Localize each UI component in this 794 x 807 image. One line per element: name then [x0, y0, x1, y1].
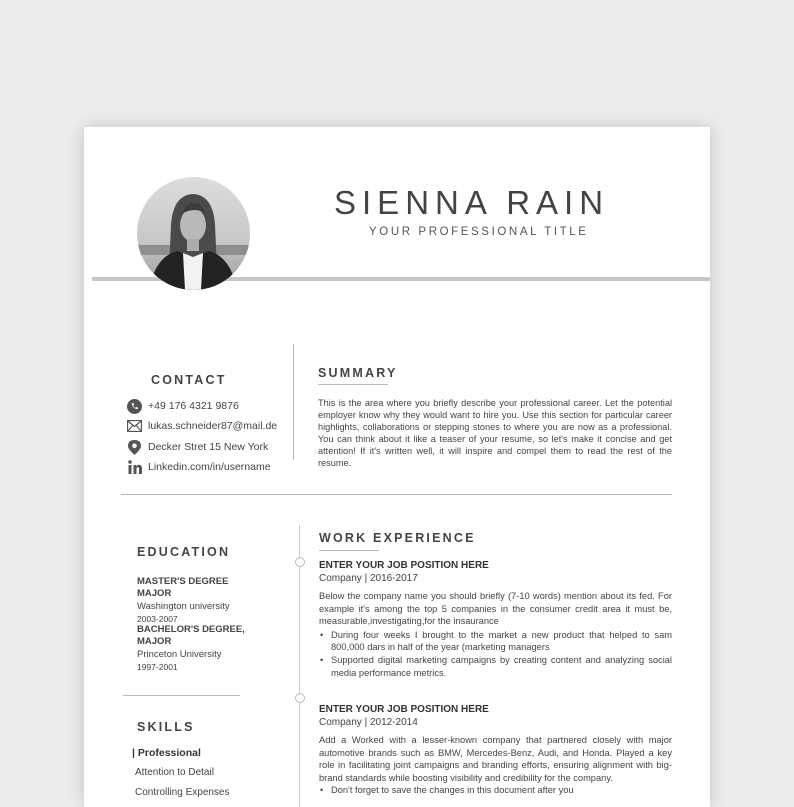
phone-icon	[127, 399, 142, 414]
top-column-divider	[293, 344, 294, 460]
job-position: ENTER YOUR JOB POSITION HERE	[319, 560, 489, 571]
timeline-dot	[295, 693, 305, 703]
job-bullet: • During four weeks I brought to the market a new product that helped to sam 800,000 dars in half of the year (marketing managers	[319, 629, 672, 654]
skills-heading: SKILLS	[137, 720, 195, 734]
job-description: Below the company name you should briefly (7-10 words) mention about its fed. For example it's among the top 5 companies in the consumer credit area it must be, measurable,investigating,for the insaurance	[319, 591, 672, 627]
education-entry	[137, 576, 255, 625]
education-heading: EDUCATION	[137, 545, 231, 559]
contact-email	[127, 418, 277, 434]
contact-address-text: Decker Stret 15 New York	[148, 441, 269, 453]
timeline-dot	[295, 557, 305, 567]
job-bullet: • Supported digital marketing campaigns by creating content and analyzing social media performance metrics.	[319, 654, 672, 679]
linkedin-icon	[127, 460, 142, 475]
school-name: Princeton University	[137, 649, 222, 660]
contact-address	[127, 439, 268, 455]
resume-page	[84, 127, 710, 807]
summary-text: This is the area where you briefly describe your professional career. Let the potential employer know why they would want to hire you. Use this section for particular career highlights, collaborations or stepping stones to where you are now as a professional. You can think about it like a teaser of your resume, so let's make it concise and get attention! If it's written well, it will inspire and compel them to read the rest of the resume.	[318, 398, 672, 469]
candidate-name: SIENNA RAIN	[334, 184, 610, 221]
job-bullet: • Don't forget to save the changes in this document after you	[319, 784, 672, 797]
contact-phone	[127, 398, 239, 414]
location-icon	[127, 440, 142, 455]
contact-heading: CONTACT	[151, 373, 227, 387]
job-position: ENTER YOUR JOB POSITION HERE	[319, 704, 489, 715]
work-experience-heading: WORK EXPERIENCE	[319, 531, 476, 545]
professional-title: YOUR PROFESSIONAL TITLE	[369, 226, 589, 238]
section-divider	[121, 494, 672, 495]
job-entry	[319, 704, 672, 797]
job-entry	[319, 560, 672, 679]
school-name: Washington university	[137, 601, 230, 612]
skills-group-label: | Professional	[132, 747, 201, 759]
skill-item: Controlling Expenses	[135, 787, 230, 798]
degree-title: BACHELOR'S DEGREE, MAJOR	[137, 624, 245, 647]
contact-phone-text: +49 176 4321 9876	[148, 400, 239, 412]
email-icon	[127, 419, 142, 434]
contact-email-text[interactable]: lukas.schneider87@mail.de	[148, 420, 278, 432]
degree-title: MASTER'S DEGREE MAJOR	[137, 576, 229, 599]
job-description: Add a Worked with a lesser-known company that partnered closely with major automotive brands such as BMW, Mercedes-Benz, Audi, and Honda. Played a key role in facilitating joint campaigns and branding efforts, ensuring alignment with big-brand standards while boosting visibility and credibility for the company.	[319, 735, 672, 783]
timeline-line	[299, 525, 300, 807]
contact-linkedin-text[interactable]: Linkedin.com/in/username	[148, 461, 271, 473]
job-company: Company | 2012-2014	[319, 717, 418, 728]
contact-linkedin	[127, 459, 271, 475]
portrait-image	[137, 177, 250, 290]
summary-underline	[318, 384, 388, 385]
work-experience-underline	[319, 550, 379, 551]
education-years: 2003-2007	[137, 614, 178, 624]
summary-heading: SUMMARY	[318, 366, 398, 380]
education-years: 1997-2001	[137, 662, 178, 672]
skill-item: Attention to Detail	[135, 767, 214, 778]
profile-photo	[137, 177, 250, 290]
job-company: Company | 2016-2017	[319, 573, 418, 584]
education-entry	[137, 624, 255, 673]
left-divider	[123, 695, 240, 696]
